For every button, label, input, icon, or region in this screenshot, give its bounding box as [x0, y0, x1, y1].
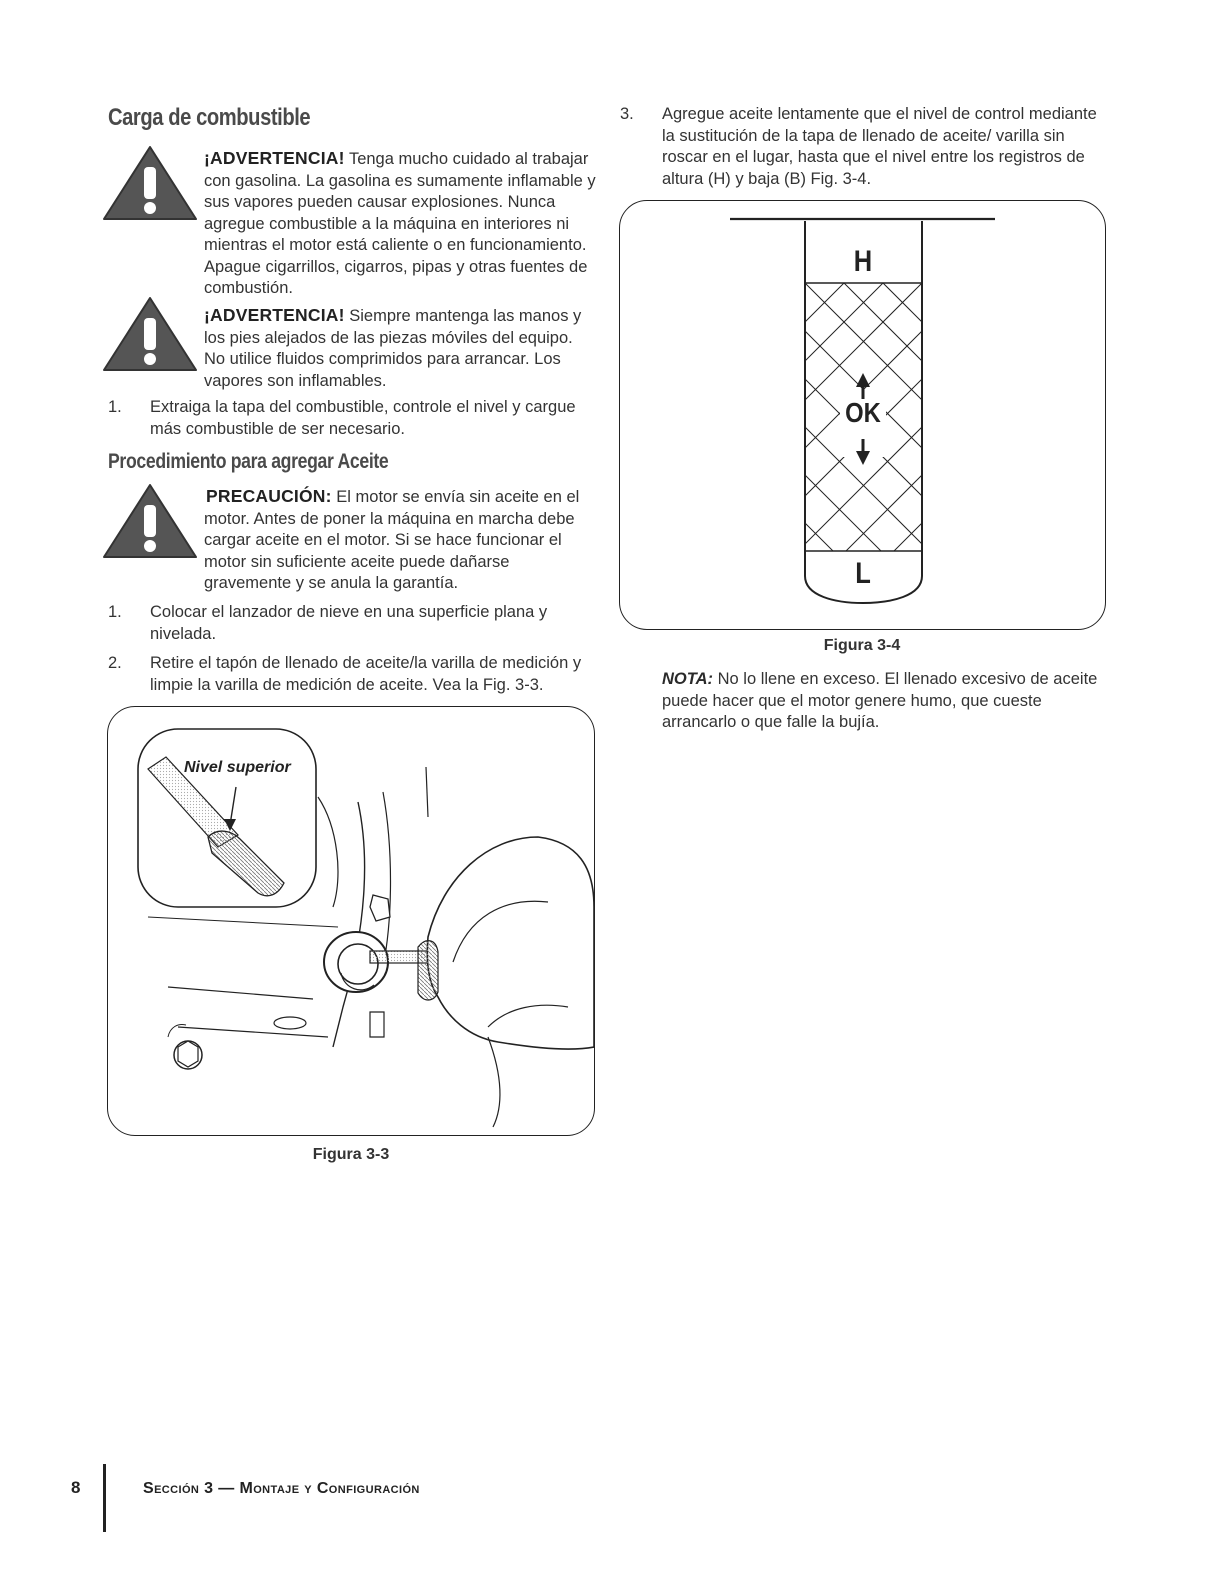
caution-text: El motor se envía sin aceite en el motor. Antes de poner la máquina en marcha debe cargar aceite en el motor. Si se hace funcionar el motor sin suficiente aceite puede dañarse gravemente y se anula la garantía. — [204, 488, 580, 592]
warning-triangle-icon — [102, 296, 198, 372]
warning-triangle-icon — [102, 145, 198, 221]
oil-step-text: Retire el tapón de llenado de aceite/la varilla de medición y limpie la varilla de medición de aceite. Vea la Fig. 3-3. — [150, 654, 582, 694]
page-number: 8 — [71, 1478, 81, 1497]
oil-step-text: Agregue aceite lentamente que el nivel de control mediante la sustitución de la tapa de llenado de aceite/ varilla sin roscar en el lugar, hasta que el nivel entre los registros de altura (H) y baja (B) Fig. 3-4. — [662, 105, 1097, 188]
dipstick-removal-illustration — [108, 707, 594, 1135]
oil-step-number: 1. — [108, 603, 122, 621]
footer-dash: — — [213, 1480, 240, 1497]
warning-fuel-text: Tenga mucho cuidado al trabajar con gasolina. La gasolina es sumamente inflamable y sus vapores pueden causar explosiones. Nunca agregue combustible a la máquina en interiores ni mientras el motor está caliente o en funcionamiento. Apague cigarrillos, cigarros, pipas y otras fuentes de combustión. — [204, 150, 596, 297]
warning-fuel-label: ¡ADVERTENCIA! — [204, 148, 345, 168]
warning-fuel — [204, 148, 600, 300]
figure-3-4-caption: Figura 3-4 — [823, 637, 901, 654]
caution-triangle-icon — [102, 483, 198, 559]
warning-moving-parts-text: Siempre mantenga las manos y los pies alejados de las piezas móviles del equipo. No utilice fluidos comprimidos para arrancar. Los vapores son inflamables. — [204, 307, 582, 390]
footer-title: Montaje y Configuración — [239, 1480, 420, 1497]
oil-step-number: 2. — [108, 654, 122, 672]
figure-3-3-frame — [107, 706, 595, 1136]
oil-heading: Procedimiento para agregar Aceite — [108, 450, 389, 473]
high-mark-label: H — [853, 245, 873, 278]
inset-label: Nivel superior — [184, 759, 291, 776]
fuel-heading: Carga de combustible — [108, 104, 311, 131]
fuel-step-number: 1. — [108, 398, 122, 416]
note-text: No lo llene en exceso. El llenado excesivo de aceite puede hacer que el motor genere humo, que cueste arrancarlo o que falle la bujía. — [662, 670, 1098, 731]
note-label: NOTA: — [662, 670, 714, 688]
oil-step-number: 3. — [620, 105, 634, 123]
footer-section-title — [143, 1480, 420, 1498]
fuel-step-text: Extraiga la tapa del combustible, controle el nivel y cargue más combustible de ser necesario. — [150, 398, 576, 438]
warning-moving-parts-label: ¡ADVERTENCIA! — [204, 305, 345, 325]
warning-moving-parts — [204, 305, 594, 392]
caution-oil — [204, 486, 596, 595]
figure-3-3-caption: Figura 3-3 — [312, 1146, 390, 1163]
low-mark-label: L — [855, 557, 871, 590]
caution-label: PRECAUCIÓN: — [206, 486, 332, 506]
footer-divider — [103, 1464, 106, 1532]
oil-step-text: Colocar el lanzador de nieve en una superficie plana y nivelada. — [150, 603, 548, 643]
ok-range-label: OK — [845, 397, 881, 428]
note — [662, 669, 1102, 734]
figure-3-4-frame — [619, 200, 1106, 630]
footer-section: Sección 3 — [143, 1480, 214, 1497]
